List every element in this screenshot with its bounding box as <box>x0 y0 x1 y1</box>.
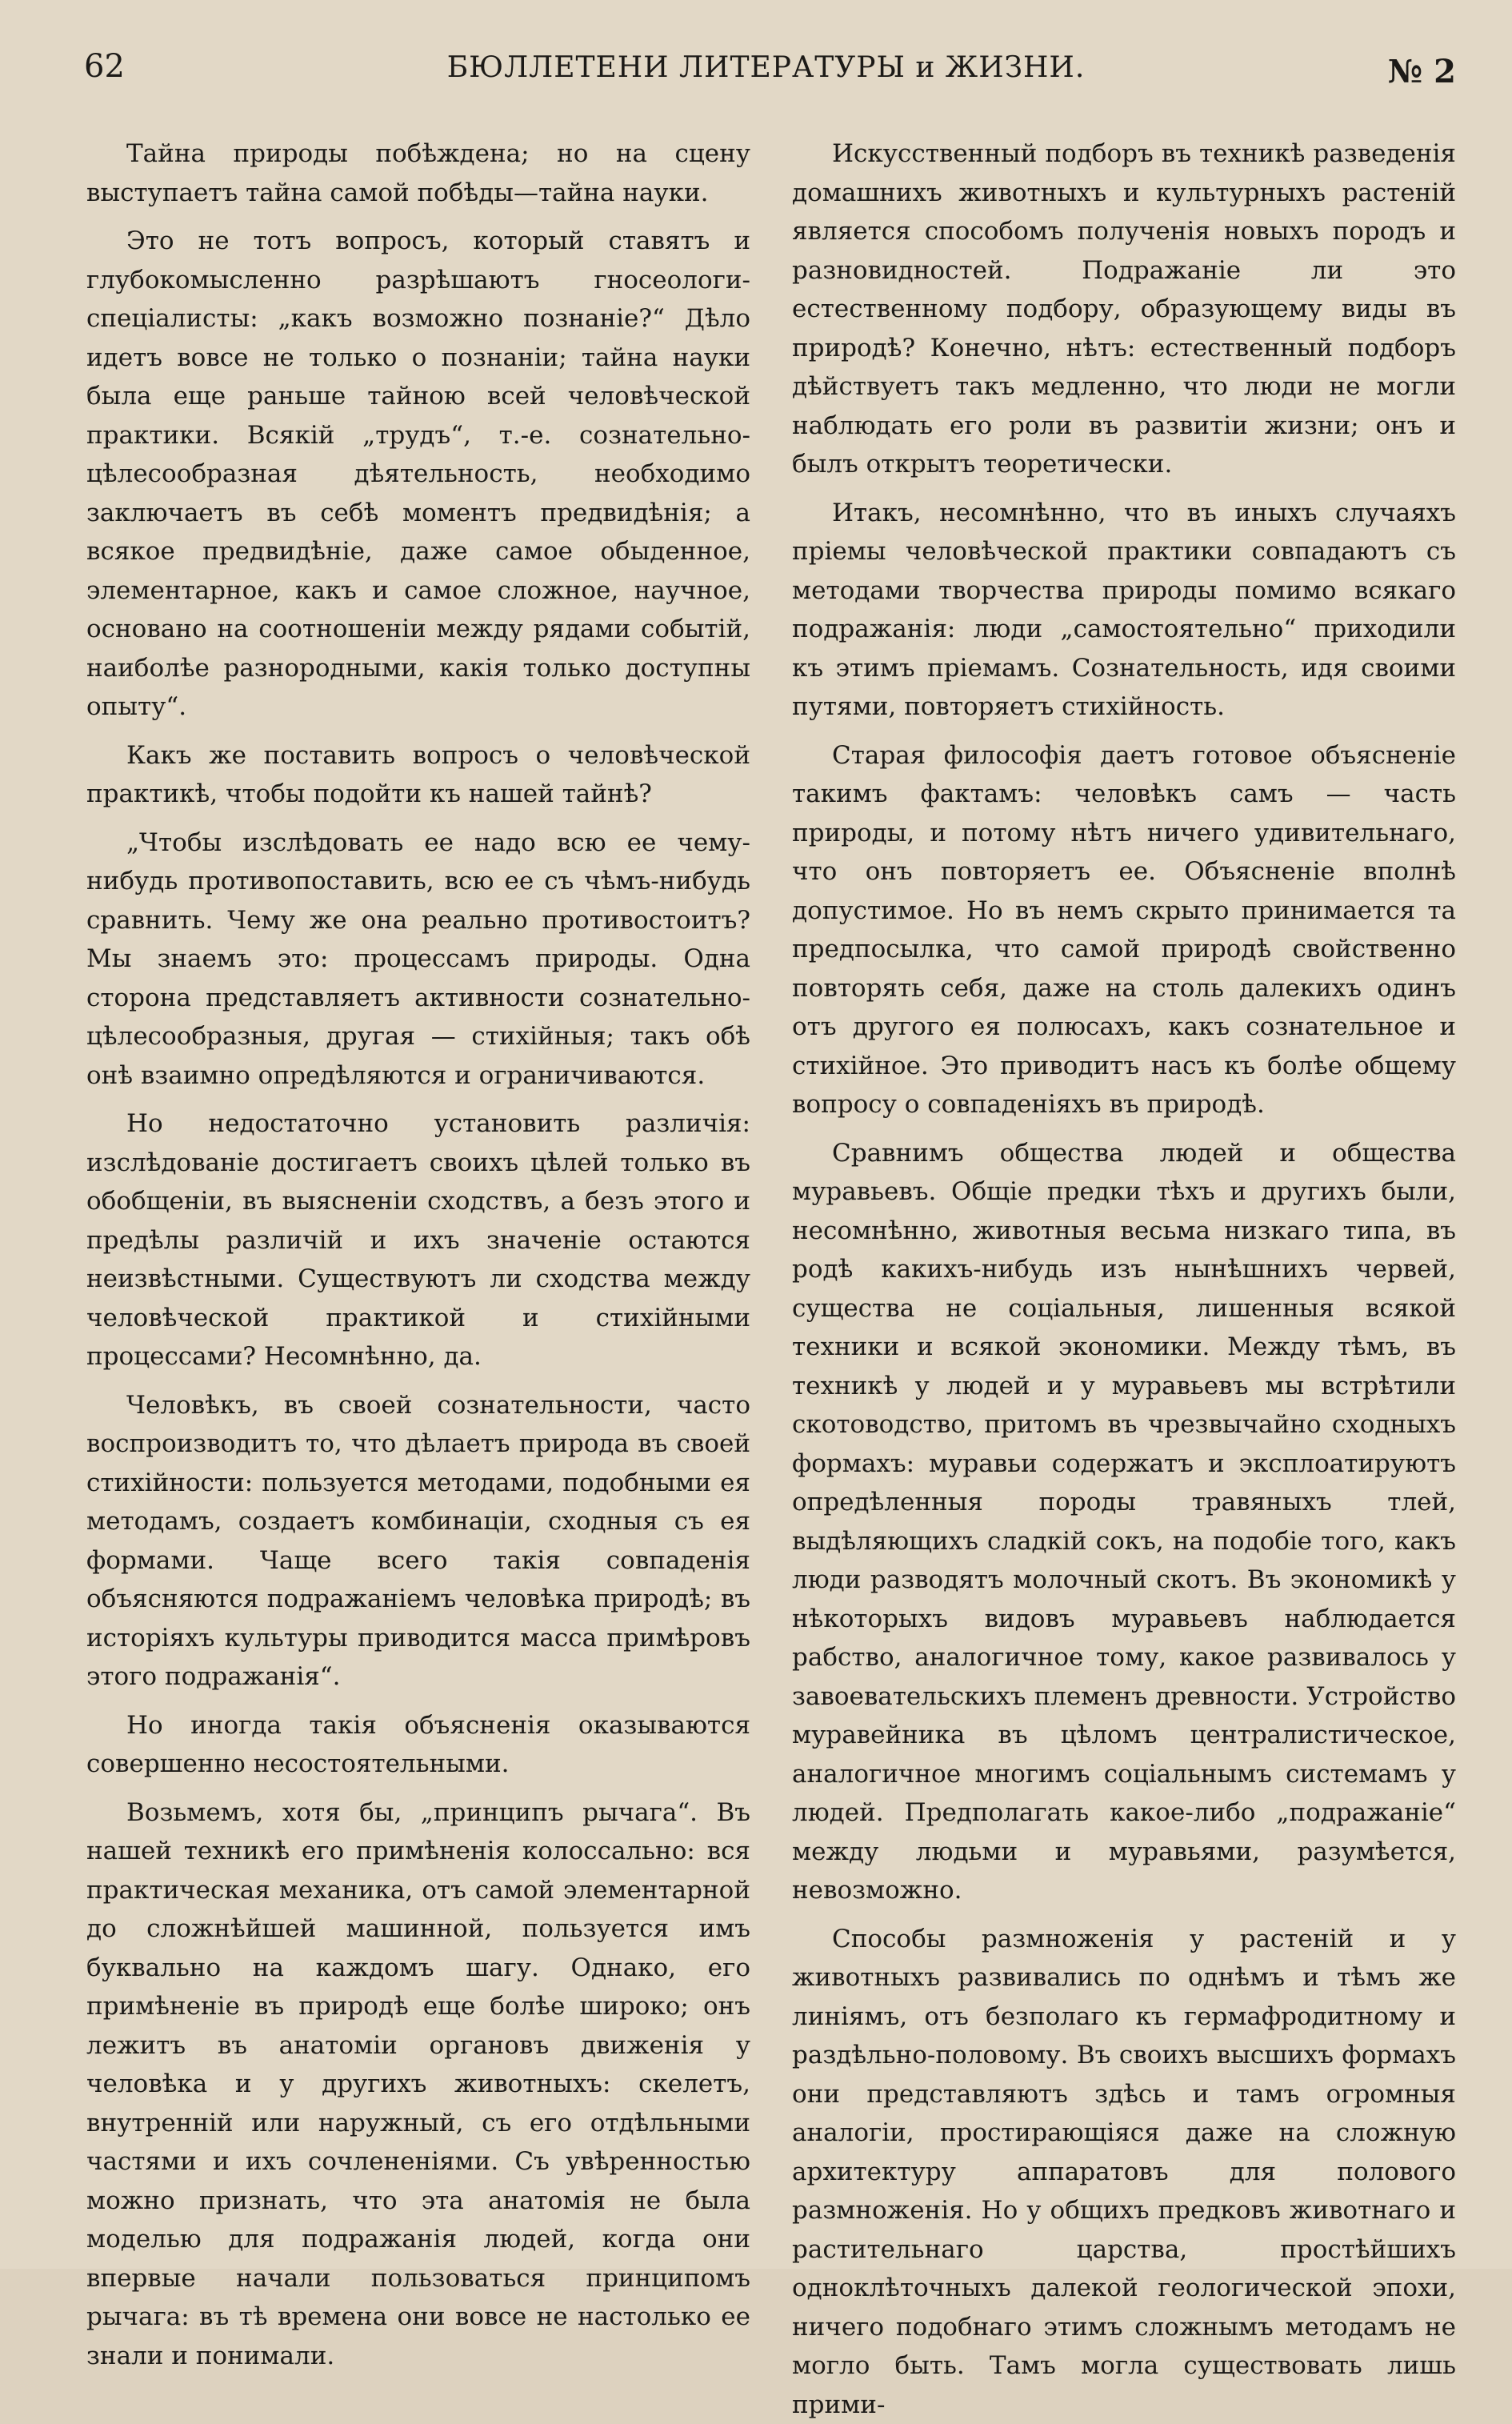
running-title: БЮЛЛЕТЕНИ ЛИТЕРАТУРЫ и ЖИЗНИ. <box>76 51 1456 84</box>
paragraph: Но недостаточно установить различія: изслѣдованіе достигаетъ своихъ цѣлей только въ обобщеніи, въ выясненіи сходствъ, а безъ этого и предѣлы различій и ихъ значеніе остаются неизвѣстными. Существуютъ ли сходства между человѣческой практикой и стихійными процессами? Несомнѣнно, да. <box>86 1104 750 1376</box>
paragraph: Итакъ, несомнѣнно, что въ иныхъ случаяхъ пріемы человѣческой практики совпадаютъ съ методами творчества природы помимо всякаго подражанія: люди „самостоятельно“ приходили къ этимъ пріемамъ. Сознательность, идя своими путями, повторяетъ стихійность. <box>792 494 1456 727</box>
paragraph: Человѣкъ, въ своей сознательности, часто воспроизводитъ то, что дѣлаетъ природа въ своей стихійности: пользуется методами, подобными ея методамъ, создаетъ комбинаціи, сходныя съ ея формами. Чаще всего такія совпаденія объясняются подражаніемъ человѣка природѣ; въ исторіяхъ культуры приводится масса примѣровъ этого подражанія“. <box>86 1386 750 1697</box>
paragraph: Возьмемъ, хотя бы, „принципъ рычага“. Въ нашей техникѣ его примѣненія колоссально: вся практическая механика, отъ самой элементарной до сложнѣйшей машинной, пользуется имъ буквально на каждомъ шагу. Однако, его примѣненіе въ природѣ еще болѣе широко; онъ лежитъ въ анатоміи органовъ движенія у человѣка и у другихъ животныхъ: скелетъ, внутренній или наружный, съ его отдѣльными частями и ихъ сочлененіями. Съ увѣренностью можно признать, что эта анатомія не была моделью для подражанія людей, когда они впервые начали пользоваться принципомъ рычага: въ тѣ времена они вовсе не настолько ее знали и понимали. <box>86 1793 750 2376</box>
paragraph: Тайна природы побѣждена; но на сцену выступаетъ тайна самой побѣды—тайна науки. <box>86 134 750 212</box>
issue-number: № 2 <box>1388 53 1456 90</box>
paragraph: Старая философія даетъ готовое объясненіе такимъ фактамъ: человѣкъ самъ — часть природы, и потому нѣтъ ничего удивительнаго, что онъ повторяетъ ее. Объясненіе вполнѣ допустимое. Но въ немъ скрыто принимается та предпосылка, что самой природѣ свойственно повторять себя, даже на столь далекихъ одинъ отъ другого ея полюсахъ, какъ сознательное и стихійное. Это приводитъ насъ къ болѣе общему вопросу о совпаденіяхъ въ природѣ. <box>792 736 1456 1124</box>
right-column <box>792 134 1456 2247</box>
paragraph: Это не тотъ вопросъ, который ставятъ и глубокомысленно разрѣшаютъ гносеологи-спеціалисты: „какъ возможно познаніе?“ Дѣло идетъ вовсе не только о познаніи; тайна науки была еще раньше тайною всей человѣческой практики. Всякій „трудъ“, т.-е. сознательно-цѣлесообразная дѣятельность, необходимо заключаетъ въ себѣ моментъ предвидѣнія; а всякое предвидѣніе, даже самое обыденное, элементарное, какъ и самое сложное, научное, основано на соотношеніи между рядами событій, наиболѣе разнородными, какія только доступны опыту“. <box>86 222 750 727</box>
paragraph: Но иногда такія объясненія оказываются совершенно несостоятельными. <box>86 1706 750 1784</box>
page-number: 62 <box>84 48 125 85</box>
paragraph: Сравнимъ общества людей и общества муравьевъ. Общіе предки тѣхъ и другихъ были, несомнѣнно, животныя весьма низкаго типа, въ родѣ какихъ-нибудь изъ нынѣшнихъ червей, существа не соціальныя, лишенныя всякой техники и всякой экономики. Между тѣмъ, въ техникѣ у людей и у муравьевъ мы встрѣтили скотоводство, притомъ въ чрезвычайно сходныхъ формахъ: муравьи содержатъ и эксплоатируютъ опредѣленныя породы травяныхъ тлей, выдѣляющихъ сладкій сокъ, на подобіе того, какъ люди разводятъ молочный скотъ. Въ экономикѣ у нѣкоторыхъ видовъ муравьевъ наблюдается рабство, аналогичное тому, какое развивалось у завоевательскихъ племенъ древности. Устройство муравейника въ цѣломъ централистическое, аналогичное многимъ соціальнымъ системамъ у людей. Предполагать какое-либо „подражаніе“ между людьми и муравьями, разумѣется, невозможно. <box>792 1134 1456 1910</box>
paragraph: „Чтобы изслѣдовать ее надо всю ее чему-нибудь противопоставить, всю ее съ чѣмъ-нибудь сравнить. Чему же она реально противостоитъ? Мы знаемъ это: процессамъ природы. Одна сторона представляетъ активности сознательно-цѣлесообразныя, другая — стихійныя; такъ обѣ онѣ взаимно опредѣляются и ограничиваются. <box>86 823 750 1096</box>
paragraph: Искусственный подборъ въ техникѣ разведенія домашнихъ животныхъ и культурныхъ растеній является способомъ полученія новыхъ породъ и разновидностей. Подражаніе ли это естественному подбору, образующему виды въ природѣ? Конечно, нѣтъ: естественный подборъ дѣйствуетъ такъ медленно, что люди не могли наблюдать его роли въ развитіи жизни; онъ и былъ открытъ теоретически. <box>792 134 1456 484</box>
left-column <box>86 134 750 2247</box>
paragraph: Способы размноженія у растеній и у животныхъ развивались по однѣмъ и тѣмъ же линіямъ, отъ безполаго къ гермафродитному и раздѣльно-половому. Въ своихъ высшихъ формахъ они представляютъ здѣсь и тамъ огромныя аналогіи, простирающіяся даже на сложную архитектуру аппаратовъ для полового размноженія. Но у общихъ предковъ животнаго и растительнаго царства, простѣйшихъ одноклѣточныхъ далекой геологической эпохи, ничего подобнаго этимъ сложнымъ методамъ не могло быть. Тамъ могла существовать лишь прими- <box>792 1920 1456 2424</box>
page-header <box>76 48 1456 96</box>
paragraph: Какъ же поставить вопросъ о человѣческой практикѣ, чтобы подойти къ нашей тайнѣ? <box>86 736 750 814</box>
